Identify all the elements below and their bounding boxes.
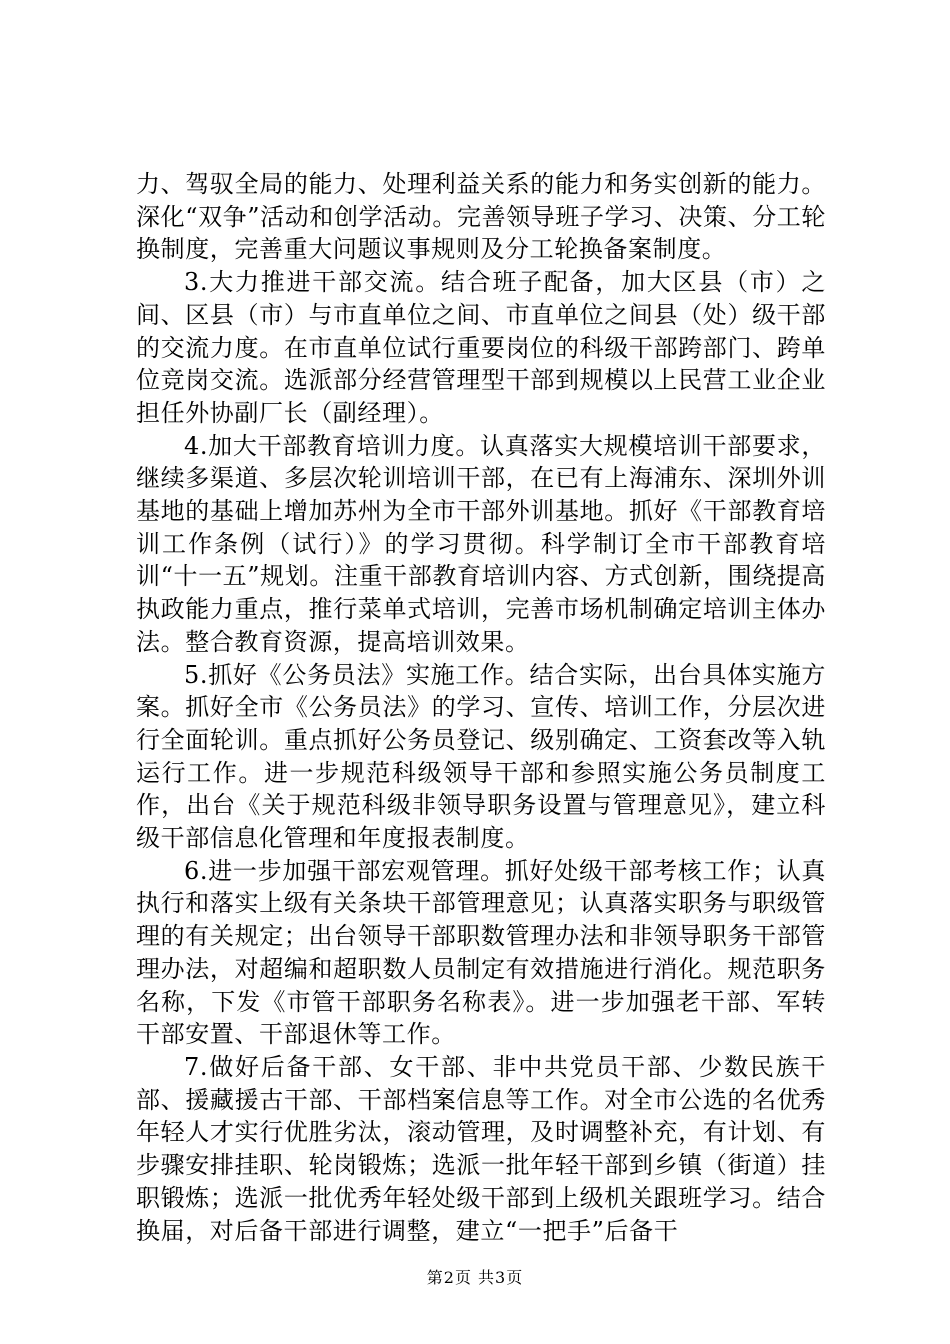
page-footer: 第2页 共3页 [426, 1268, 524, 1287]
document-body [136, 168, 826, 1247]
paragraph-item-6: 6.进一步加强干部宏观管理。抓好处级干部考核工作；认真执行和落实上级有关条块干部管理意见；认真落实职务与职级管理的有关规定；出台领导干部职数管理办法和非领导职务干部管理办法，对超编和超职数人员制定有效措施进行消化。规范职务名称，下发《市管干部职务名称表》。进一步加强老干部、军转干部安置、干部退休等工作。 [136, 856, 826, 1049]
paragraph-continuation: 力、驾驭全局的能力、处理利益关系的能力和务实创新的能力。深化“双争”活动和创学活动。完善领导班子学习、决策、分工轮换制度，完善重大问题议事规则及分工轮换备案制度。 [136, 170, 826, 264]
paragraph-item-4: 4.加大干部教育培训力度。认真落实大规模培训干部要求，继续多渠道、多层次轮训培训干部，在已有上海浦东、深圳外训基地的基础上增加苏州为全市干部外训基地。抓好《干部教育培训工作条例（试行）》的学习贯彻。科学制订全市干部教育培训“十一五”规划。注重干部教育培训内容、方式创新，围绕提高执政能力重点，推行菜单式培训，完善市场机制确定培训主体办法。整合教育资源，提高培训效果。 [136, 431, 826, 656]
paragraph-item-7: 7.做好后备干部、女干部、非中共党员干部、少数民族干部、援藏援古干部、干部档案信息等工作。对全市公选的名优秀年轻人才实行优胜劣汰，滚动管理，及时调整补充，有计划、有步骤安排挂职、轮岗锻炼；选派一批年轻干部到乡镇（街道）挂职锻炼；选派一批优秀年轻处级干部到上级机关跟班学习。结合换届，对后备干部进行调整，建立“一把手”后备干 [136, 1052, 826, 1245]
paragraph-item-3: 3.大力推进干部交流。结合班子配备，加大区县（市）之间、区县（市）与市直单位之间、市直单位之间县（处）级干部的交流力度。在市直单位试行重要岗位的科级干部跨部门、跨单位竞岗交流。选派部分经营管理型干部到规模以上民营工业企业担任外协副厂长（副经理）。 [136, 268, 826, 427]
paragraph-item-5: 5.抓好《公务员法》实施工作。结合实际，出台具体实施方案。抓好全市《公务员法》的学习、宣传、培训工作，分层次进行全面轮训。重点抓好公务员登记、级别确定、工资套改等入轨运行工作。进一步规范科级领导干部和参照实施公务员制度工作，出台《关于规范科级非领导职务设置与管理意见》，建立科级干部信息化管理和年度报表制度。 [136, 660, 826, 853]
